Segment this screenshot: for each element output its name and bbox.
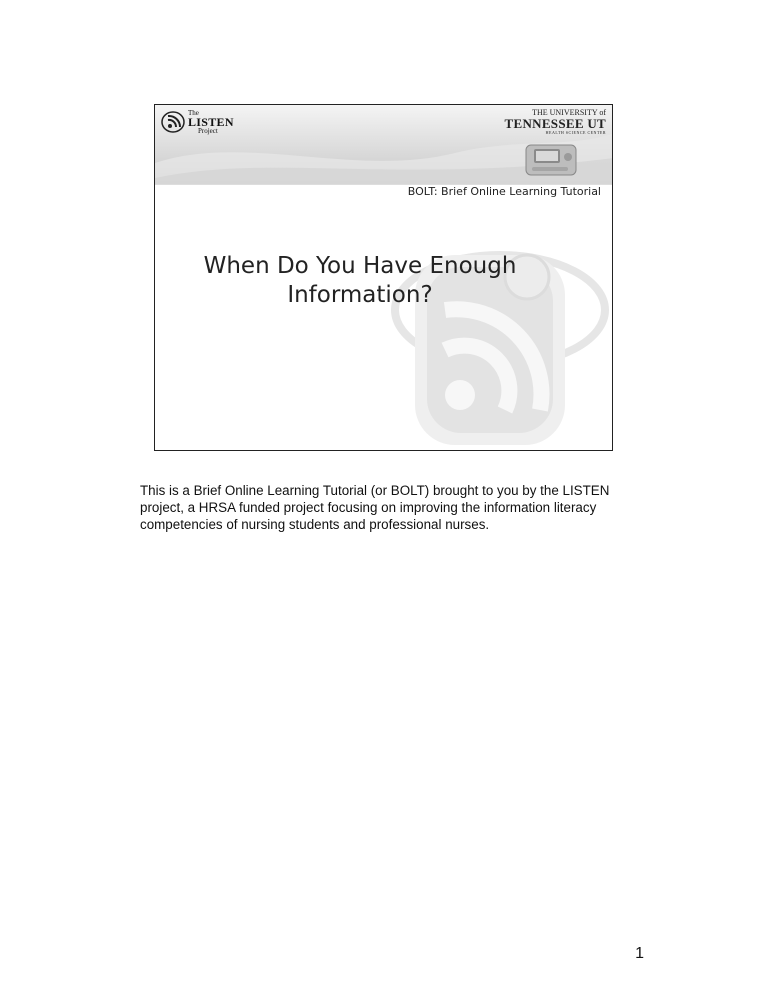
slide-thumbnail (154, 104, 613, 451)
ut-university-text: THE UNIVERSITY of (532, 108, 606, 117)
logo-project-text: Project (198, 126, 218, 135)
medical-device-image (518, 137, 590, 181)
slide-subtitle: BOLT: Brief Online Learning Tutorial (407, 185, 601, 198)
speaker-notes-text: This is a Brief Online Learning Tutorial (or BOLT) brought to you by the LISTEN project, a HRSA funded project focusing on improving the information literacy competencies of nursing students and professional nurses. (140, 483, 610, 532)
listen-logo-icon (161, 111, 185, 133)
ut-hsc-text: HEALTH SCIENCE CENTER (545, 130, 606, 135)
logo-listen-text: LISTEN (188, 114, 234, 129)
logo-the-text: The (188, 108, 199, 117)
rss-watermark-icon (365, 215, 613, 451)
slide-title: When Do You Have Enough Information? (203, 253, 517, 308)
ut-tennessee-text: TENNESSEE UT (504, 116, 606, 131)
page-number: 1 (635, 945, 644, 962)
ut-hsc-logo (505, 108, 607, 135)
listen-project-logo (161, 109, 234, 135)
slide-banner (155, 105, 612, 184)
